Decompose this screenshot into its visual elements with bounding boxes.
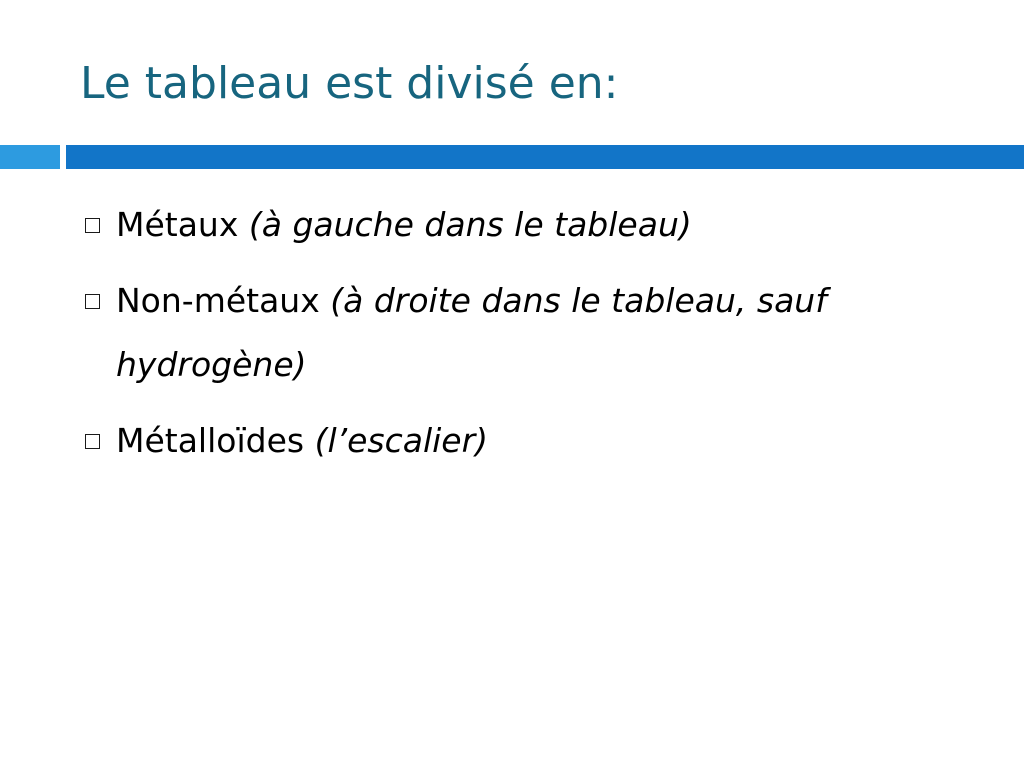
bullet-main-text: Métalloïdes — [116, 421, 305, 460]
bullet-item-metaux — [82, 193, 1002, 257]
bullet-list — [82, 193, 1002, 485]
square-bullet-icon — [85, 434, 100, 449]
square-bullet-icon — [85, 294, 100, 309]
title-divider-bar — [66, 145, 1024, 169]
bullet-note-text: (à gauche dans le tableau) — [248, 205, 692, 244]
bullet-item-metalloides — [82, 409, 1002, 473]
bullet-note-text: (à droite dans le tableau, sauf hydrogène) — [116, 281, 827, 384]
title-divider-accent — [0, 145, 60, 169]
bullet-note-text: (l’escalier) — [314, 421, 489, 460]
bullet-main-text: Non-métaux — [116, 281, 320, 320]
slide-title: Le tableau est divisé en: — [80, 58, 619, 109]
square-bullet-icon — [85, 218, 100, 233]
bullet-main-text: Métaux — [116, 205, 239, 244]
bullet-item-non-metaux — [82, 269, 1002, 397]
